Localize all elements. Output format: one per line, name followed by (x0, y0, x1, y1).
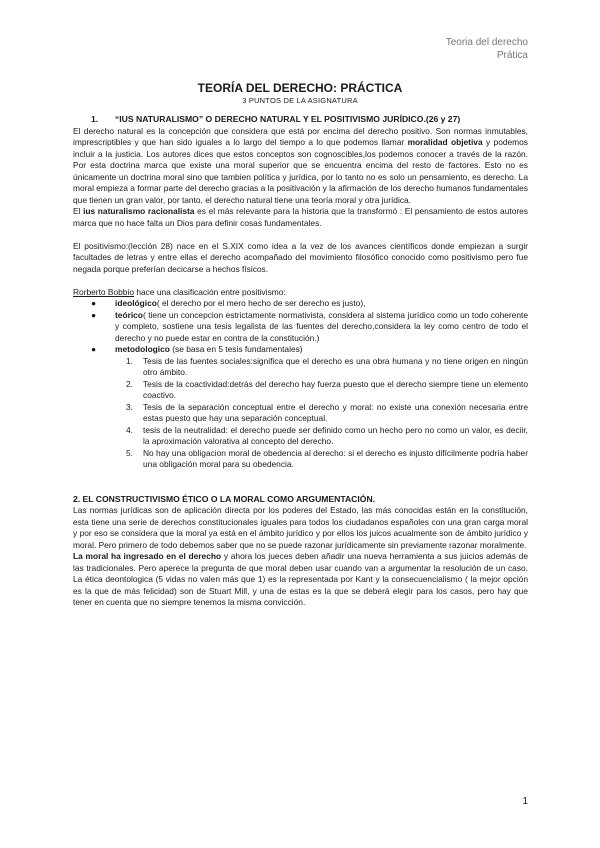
running-header (446, 36, 528, 62)
section-2-heading: 2. EL CONSTRUCTIVISMO ÉTICO O LA MORAL COMO ARGUMENTACIÓN. (73, 493, 376, 504)
text-run: El derecho natural es la concepción que considera que está por encima del derecho positivo. Son normas inmutables, imprescriptibles y que han sido iguales a lo largo del tiempo a lo que podemos llamar (73, 125, 528, 147)
spacer (73, 229, 528, 241)
section-1-number: 1. (91, 114, 99, 124)
spacer (73, 482, 528, 494)
text-run: (se basa en 5 tesis fundamentales) (169, 344, 303, 354)
list-item (73, 310, 528, 345)
page-title: TEORÍA DEL DERECHO: PRÁCTICA (197, 81, 403, 95)
text-run: ( tiene un concepcion estrictamente normativista, considera al sistema jurídico como un todo coherente y completo, sostiene una tesis legalista de las fuentes del derecho,considera la ley como centro de todo el derecho y no puede estar en contra de la constitución.) (115, 309, 528, 343)
item-number: 5. (126, 447, 133, 458)
bullet-icon: ● (91, 309, 97, 320)
header-type: Prática (496, 50, 528, 61)
document-body (73, 114, 528, 609)
list-item (73, 425, 528, 448)
list-item (73, 298, 528, 310)
item-number: 3. (126, 401, 133, 412)
text-run: tesis de la neutralidad: el derecho puede ser definido como un hecho pero no como un valor, es deciir, la aproximación valorativa al concepto del derecho. (143, 424, 528, 446)
page-number: 1 (522, 796, 528, 807)
item-number: 1. (126, 355, 133, 366)
theses-list (73, 356, 528, 471)
list-item (73, 344, 528, 356)
text-run: y podemos incluir a la justicia. Los autores dices que estos conceptos son cognoscibles,los podemos conocer a través de la razón. Por esta doctrina marca que existe una moral superior que se encuentra encima del resto de factores. Esto no es únicamente un doctrina moral sino que tambien política y jurídica, por lo tanto no es solo un pensamiento, es derecho. La moral empieza a formar parte del derecho gracias a la positivación y la afirmación de los derecho humanos fundamentales que tienen un gran valor, por tanto, el derecho natural tiene una teoría moral y otra jurídica. (73, 137, 528, 205)
text-run: es el más relevante para la historia que la transformó : El pensamiento de estos autores marca que no hace falta un Dios para definir cosas fundamentales. (73, 206, 528, 228)
paragraph-positivism: El positivismo:(lección 28) nace en el S.XIX como idea a la vez de los avances científicos donde empiezan a surgir facultades de letras y entre ellas el derecho acompañado del movimiento filosófico conocido como positivismo pero fue negada porque preferían decicarse a hechos físicos. (73, 240, 528, 274)
text-run: hace una clasificación entre positivismo: (134, 286, 286, 297)
paragraph-rationalist (73, 206, 528, 229)
bold-term: La moral ha ingresado en el derecho (73, 551, 222, 561)
paragraph-moral-in-law (73, 551, 528, 609)
author-name: Rorberto Bobbio (73, 286, 134, 297)
page-subtitle: 3 PUNTOS DE LA ASIGNATURA (242, 96, 358, 105)
paragraph-natural-law (73, 126, 528, 207)
list-item (73, 402, 528, 425)
section-1-heading-text: “IUS NATURALISMO” O DERECHO NATURAL Y EL POSITIVISMO JURÍDICO.(26 y 27) (115, 114, 461, 124)
item-number: 4. (126, 424, 133, 435)
bullet-icon: ● (91, 298, 97, 308)
header-course: Teoria del derecho (445, 37, 528, 48)
bold-term: moralidad objetiva (407, 137, 483, 147)
text-run: y ahora los jueces deben añadir una nueva herramienta a sus juicios además de las tradicionales. Pero aperece la pregunta de que moral deben usar cuando van a argumentar la resolución de un caso. La ética deontologica (5 vidas no valen más que 1) es la representada por Kant y la consecuencialismo ( la mejor opción es la que de más felicidad) son de Stuart Mill, y una de estas es la que se deberá elegir para los casos, pero hay que tener en cuenta que no siempre tenemos la misma convicción. (73, 551, 528, 607)
positivism-types-list (73, 298, 528, 356)
paragraph-bobbio (73, 287, 528, 299)
text-run: Tesis de las fuentes sociales:significa que el derecho es una obra humana y no tiene origen en ningún otro ámbito. (143, 355, 528, 377)
bold-term: ideológico (115, 298, 157, 308)
text-run: Tesis de la separación conceptual entre el derecho y moral: no existe una conexión necesaria entre estas puesto que hay una separación conceptual. (143, 401, 528, 423)
bold-term: teórico (115, 309, 143, 320)
list-item (73, 448, 528, 471)
section-1-heading (91, 114, 528, 126)
list-item (73, 379, 528, 402)
bold-term: ius naturalismo racionalista (83, 206, 195, 216)
text-run: El (73, 206, 84, 216)
paragraph-legal-norms: Las normas jurídicas son de aplicación directa por los poderes del Estado, las más conocidas están en la constitución, esta tiene una serie de derechos constitucionales iguales para todos los ciudadanos españoles con una gran carga moral y por eso se considera que la moral ya está en el ámbito jurídico y por ellos los juicos acualmente son de ámbito jurídico y moral. Pero primero de todo debemos saber que no se puede razonar jurídicamente sin previamente razonar moralmente. (73, 505, 528, 550)
text-run: ( el derecho por el mero hecho de ser derecho es justo), (156, 298, 366, 308)
text-run: Tesis de la coactividad:detrás del derecho hay fuerza puesto que el derecho siempre tiene un elemento coactivo. (143, 378, 528, 400)
bold-term: metodologico (115, 344, 170, 354)
bullet-icon: ● (91, 344, 97, 354)
spacer (73, 275, 528, 287)
list-item (73, 356, 528, 379)
text-run: No hay una obligacion moral de obedencia al derecho: si el derecho es injusto difícilmente podría haber una obligación moral para su obedencia. (143, 447, 528, 469)
item-number: 2. (126, 378, 133, 389)
spacer (73, 471, 528, 483)
